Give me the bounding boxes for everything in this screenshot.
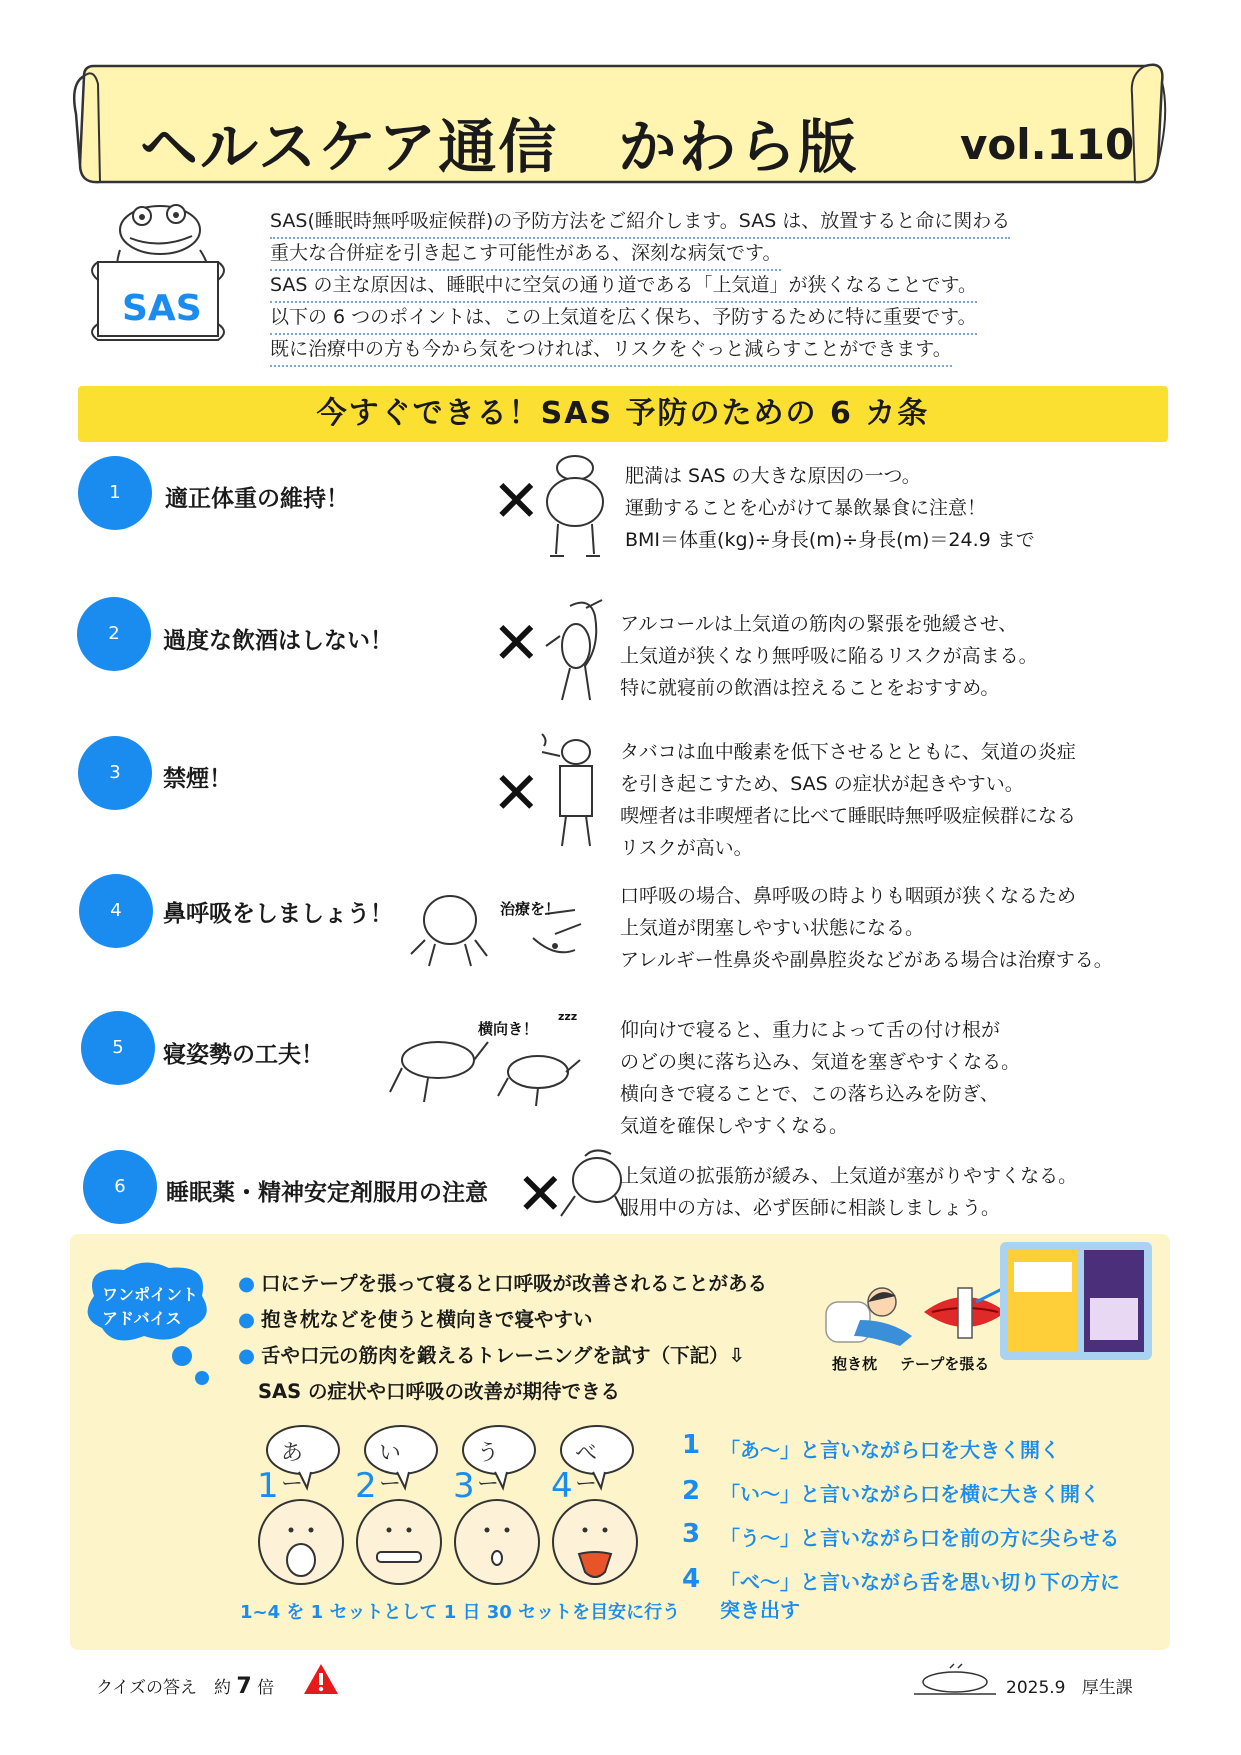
item-number-badge: 3 (78, 736, 152, 810)
advice-bullet (238, 1268, 767, 1296)
desc-line: 服用中の方は、必ず医師に相談しましょう。 (620, 1197, 1001, 1219)
advice-badge-line1: ワンポイント (102, 1285, 199, 1304)
item-description (620, 608, 1038, 704)
speech-bubble-text: 治療を！ (500, 900, 561, 918)
scroll-sas-label: SAS (122, 288, 202, 329)
medicine-frog-illustration (555, 1146, 630, 1226)
exercise-caption: 1~4 を 1 セットとして 1 日 30 セットを目安に行う (240, 1602, 681, 1623)
item-title: 寝姿勢の工夫！ (163, 1042, 324, 1068)
desc-line: 仰向けで寝ると、重力によって舌の付け根が (620, 1019, 1001, 1041)
item-title: 過度な飲酒はしない！ (163, 628, 393, 654)
step-text-continued: 突き出す (720, 1598, 800, 1622)
quiz-label: クイズの答え 約 (96, 1678, 231, 1698)
intro-line: 重大な合併症を引き起こす可能性がある、深刻な病気です。 (270, 238, 781, 271)
step-number: 2 (682, 1476, 701, 1506)
face-eye (505, 1528, 510, 1533)
pillow-label: 抱き枕 (832, 1355, 878, 1373)
volume-number: vol.110 (960, 120, 1135, 169)
desc-line: のどの奥に落ち込み、気道を塞ぎやすくなる。 (620, 1051, 1021, 1073)
desc-line: 口呼吸の場合、鼻呼吸の時よりも咽頭が狭くなるため (620, 885, 1077, 907)
step-number: 4 (682, 1564, 701, 1594)
item-description (620, 880, 1113, 976)
advice-bullet (238, 1340, 745, 1368)
quiz-unit: 倍 (257, 1678, 275, 1698)
issue-date: 2025.9 (1006, 1678, 1066, 1698)
quiz-value: 7 (236, 1674, 252, 1699)
desc-line: 気道を確保しやすくなる。 (620, 1115, 849, 1137)
mouth-tape-illustration (920, 1280, 1010, 1344)
item-number-badge: 1 (78, 456, 152, 530)
bullet-dot-icon: ● (238, 1272, 256, 1295)
bullet-dot-icon: ● (238, 1344, 256, 1367)
face-mouth (377, 1552, 421, 1562)
cross-mark-icon: ✕ (492, 759, 541, 827)
item-number-badge: 4 (79, 874, 153, 948)
item-title: 鼻呼吸をしましょう！ (163, 901, 393, 927)
item-number-badge: 6 (83, 1150, 157, 1224)
warning-icon (302, 1662, 340, 1696)
desc-line: 運動することを心がけて暴飲暴食に注意！ (625, 497, 987, 519)
desc-line: 上気道が閉塞しやすい状態になる。 (620, 917, 925, 939)
face-eye (387, 1528, 392, 1533)
face-eye (289, 1528, 294, 1533)
zzz-text: zzz (558, 1010, 578, 1023)
department: 厚生課 (1081, 1678, 1133, 1698)
face-sound-text: うー (477, 1441, 500, 1497)
face-eye (485, 1528, 490, 1533)
step-text: 「う～」と言いながら口を前の方に尖らせる (720, 1526, 1120, 1550)
item-number-badge: 2 (77, 597, 151, 671)
step-text: 「べ～」と言いながら舌を思い切り下の方に (720, 1570, 1120, 1594)
face (455, 1500, 539, 1584)
item-description (625, 460, 1035, 556)
advice-expect-text: SAS の症状や口呼吸の改善が期待できる (258, 1380, 620, 1403)
drinking-frog-illustration (540, 596, 610, 706)
step-number: 3 (682, 1519, 701, 1549)
face-number: 1 (257, 1466, 279, 1506)
smoking-frog-illustration (540, 732, 610, 852)
desc-line: タバコは血中酸素を低下させるとともに、気道の炎症 (620, 741, 1076, 763)
face-sound-text: いー (379, 1441, 402, 1497)
face-number: 3 (453, 1466, 475, 1506)
desc-line: 横向きで寝ることで、この落ち込みを防ぎ、 (620, 1083, 999, 1105)
desc-line: 特に就寝前の飲酒は控えることをおすすめ。 (620, 677, 1000, 699)
desc-line: BMI＝体重(kg)÷身長(m)÷身長(m)＝24.9 まで (625, 529, 1035, 551)
intro-line: SAS(睡眠時無呼吸症候群)の予防方法をご紹介します。SAS は、放置すると命に関わる (270, 206, 1010, 239)
intro-line: 以下の 6 つのポイントは、この上気道を広く保ち、予防するために特に重要です。 (270, 302, 977, 335)
desc-line: 喫煙者は非喫煙者に比べて睡眠時無呼吸症候群になる (620, 805, 1077, 827)
step-text: 「あ～」と言いながら口を大きく開く (720, 1438, 1060, 1462)
fat-frog-illustration (540, 452, 610, 562)
footer-date-dept (1006, 1673, 1133, 1698)
tape-label: テープを張る (900, 1355, 990, 1373)
bullet-text: 口にテープを張って寝ると口呼吸が改善されることがある (261, 1272, 768, 1295)
face (357, 1500, 441, 1584)
item-title: 睡眠薬・精神安定剤服用の注意 (166, 1180, 488, 1206)
cross-mark-icon: ✕ (492, 467, 541, 535)
advice-badge-line2: アドバイス (102, 1309, 182, 1328)
desc-line: を引き起こすため、SAS の症状が起きやすい。 (620, 773, 1024, 795)
desc-line: 上気道が狭くなり無呼吸に陥るリスクが高まる。 (620, 645, 1038, 667)
step-text: 「い～」と言いながら口を横に大きく開く (720, 1482, 1100, 1506)
item-title: 禁煙！ (163, 766, 232, 792)
sleeping-frog-footer-illustration (910, 1660, 1000, 1700)
face-number: 2 (355, 1466, 377, 1506)
item-description (620, 1014, 1020, 1142)
face-sound-text: べー (575, 1441, 598, 1497)
cross-mark-icon: ✕ (492, 609, 541, 677)
desc-line: 上気道の拡張筋が緩み、上気道が塞がりやすくなる。 (620, 1165, 1078, 1187)
desc-line: アレルギー性鼻炎や副鼻腔炎などがある場合は治療する。 (620, 949, 1113, 971)
item-title: 適正体重の維持！ (165, 486, 349, 512)
face-eye (583, 1528, 588, 1533)
section-header: 今すぐできる！SAS 予防のための 6 カ条 (78, 386, 1168, 442)
item-description (620, 736, 1076, 864)
step-number: 1 (682, 1430, 701, 1460)
bullet-dot-icon: ● (238, 1308, 256, 1331)
item-description (620, 1160, 1077, 1224)
page-title: ヘルスケア通信 かわら版 (140, 113, 859, 181)
face-number: 4 (551, 1466, 573, 1506)
product-package-images (1000, 1242, 1152, 1360)
speech-bubble-text: 横向き！ (478, 1020, 539, 1038)
face-eye (309, 1528, 314, 1533)
bullet-text: 抱き枕などを使うと横向きで寝やすい (261, 1308, 593, 1331)
intro-line: 既に治療中の方も今から気をつければ、リスクをぐっと減らすことができます。 (270, 334, 952, 367)
intro-paragraph (270, 206, 1130, 366)
desc-line: アルコールは上気道の筋肉の緊張を弛緩させ、 (620, 613, 1018, 635)
intro-line: SAS の主な原因は、睡眠中に空気の通り道である「上気道」が狭くなることです。 (270, 270, 977, 303)
desc-line: 肥満は SAS の大きな原因の一つ。 (625, 465, 921, 487)
cross-mark-icon: ✕ (516, 1160, 565, 1228)
quiz-answer (96, 1673, 274, 1699)
face-mouth (287, 1544, 315, 1576)
hug-pillow-illustration (820, 1280, 920, 1352)
face-sound-text: あー (281, 1441, 304, 1497)
frog-mascot-illustration (80, 200, 250, 360)
desc-line: リスクが高い。 (620, 837, 753, 859)
face-mouth (492, 1551, 502, 1565)
bullet-text: 舌や口元の筋肉を鍛えるトレーニングを試す（下記）⇩ (261, 1344, 745, 1367)
face-eye (407, 1528, 412, 1533)
face-eye (603, 1528, 608, 1533)
item-number-badge: 5 (81, 1011, 155, 1085)
advice-bullet (238, 1304, 593, 1332)
